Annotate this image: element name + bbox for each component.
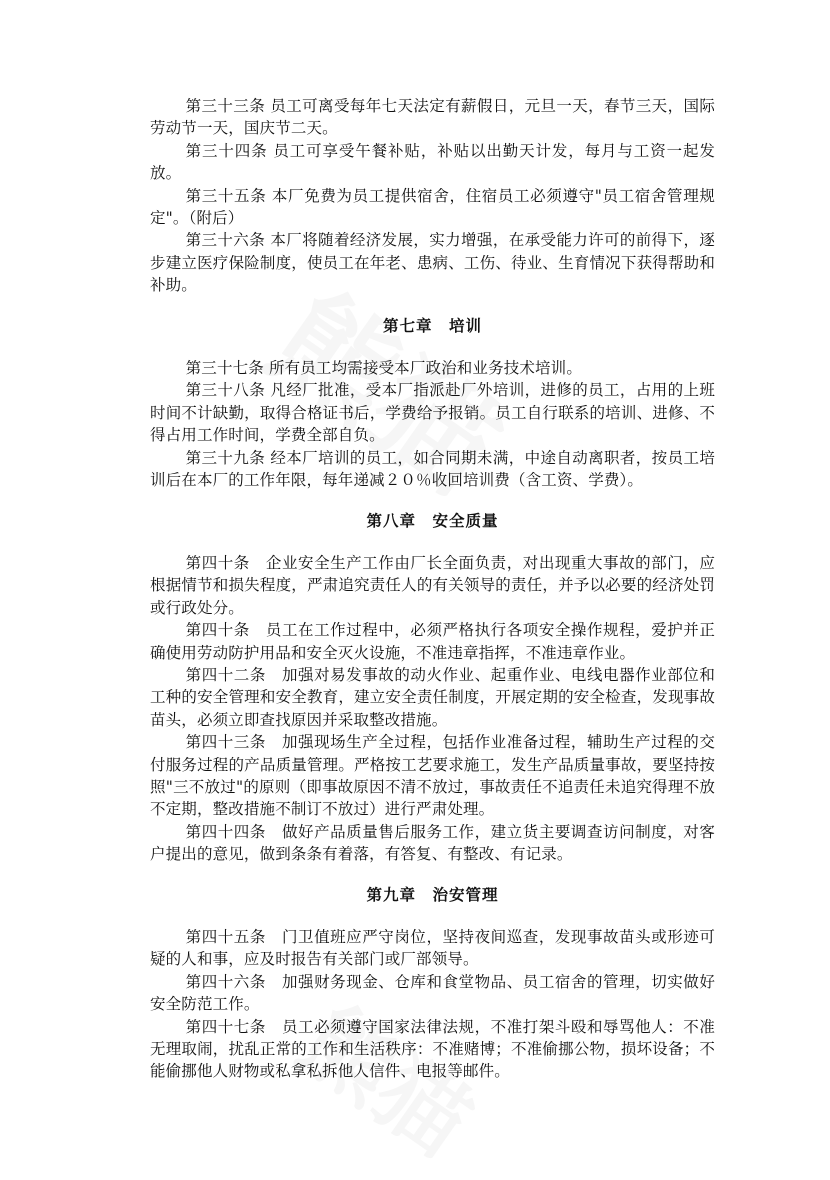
chapter-heading: 第九章 治安管理	[366, 885, 499, 904]
document-body	[150, 95, 715, 1083]
chapter-heading: 第八章 安全质量	[366, 511, 499, 530]
article-paragraph: 第四十四条 做好产品质量售后服务工作，建立货主要调查访问制度，对客户提出的意见，做到条条有着落，有答复、有整改、有记录。	[150, 822, 715, 864]
article-paragraph: 第三十七条 所有员工均需接受本厂政治和业务技术培训。	[185, 359, 582, 378]
article-paragraph: 第三十九条 经本厂培训的员工，如合同期未满，中途自动离职者，按员工培训后在本厂的工作年限，每年递减２０％收回培训费（含工资、学费）。	[150, 448, 715, 490]
article-paragraph: 第三十四条 员工可享受午餐补贴，补贴以出勤天计发，每月与工资一起发放。	[150, 141, 715, 183]
article-paragraph: 第四十三条 加强现场生产全过程，包括作业准备过程，辅助生产过程的交付服务过程的产品质量管理。严格按工艺要求施工，发生产品质量事故，要坚持按照"三不放过"的原则（即事故原因不清不放过，事故责任不追责任未追究得理不放不定期，整改措施不制订不放过）进行严肃处理。	[150, 733, 715, 819]
article-paragraph: 第三十三条 员工可离受每年七天法定有薪假日，元旦一天，春节三天，国际劳动节一天，国庆节二天。	[150, 97, 715, 138]
article-paragraph: 第四十七条 员工必须遵守国家法律法规，不准打架斗殴和辱骂他人：不准无理取闹，扰乱正常的工作和生活秩序：不准赌博；不准偷挪公物，损坏设备；不能偷挪他人财物或私拿私拆他人信件、电报等邮件。	[150, 1017, 715, 1081]
article-paragraph: 第三十八条 凡经厂批准，受本厂指派赴厂外培训，进修的员工，占用的上班时间不计缺勤，取得合格证书后，学费给予报销。员工自行联系的培训、进修、不得占用工作时间，学费全部自负。	[150, 381, 715, 445]
chapter-section	[150, 510, 715, 866]
article-paragraph: 第四十五条 门卫值班应严守岗位，坚持夜间巡查，发现事故苗头或形迹可疑的人和事，应及时报告有关部门或厂部领导。	[150, 928, 715, 969]
article-paragraph: 第四十六条 加强财务现金、仓库和食堂物品、员工宿舍的管理，切实做好安全防范工作。	[150, 972, 715, 1014]
chapter-section	[150, 884, 715, 1083]
article-paragraph: 第三十六条 本厂将随着经济发展，实力增强，在承受能力许可的前得下，逐步建立医疗保险制度，使员工在年老、患病、工伤、待业、生育情况下获得帮助和补助。	[150, 231, 715, 295]
article-paragraph: 第四十条 员工在工作过程中，必须严格执行各项安全操作规程，爱护并正确使用劳动防护用品和安全灭火设施，不准违章指挥，不准违章作业。	[150, 621, 715, 662]
article-paragraph: 第四十二条 加强对易发事故的动火作业、起重作业、电线电器作业部位和工种的安全管理和安全教育，建立安全责任制度，开展定期的安全检查，发现事故苗头，必须立即查找原因并采取整改措施。	[150, 665, 715, 729]
article-paragraph: 第三十五条 本厂免费为员工提供宿舍，住宿员工必须遵守"员工宿舍管理规定"。（附后）	[150, 186, 715, 228]
chapter-section	[150, 315, 715, 492]
article-paragraph: 第四十条 企业安全生产工作由厂长全面负责，对出现重大事故的部门，应根据情节和损失程度，严肃追究责任人的有关领导的责任，并予以必要的经济处罚或行政处分。	[150, 553, 715, 617]
intro-section	[150, 95, 715, 297]
chapter-heading: 第七章 培训	[382, 316, 482, 335]
